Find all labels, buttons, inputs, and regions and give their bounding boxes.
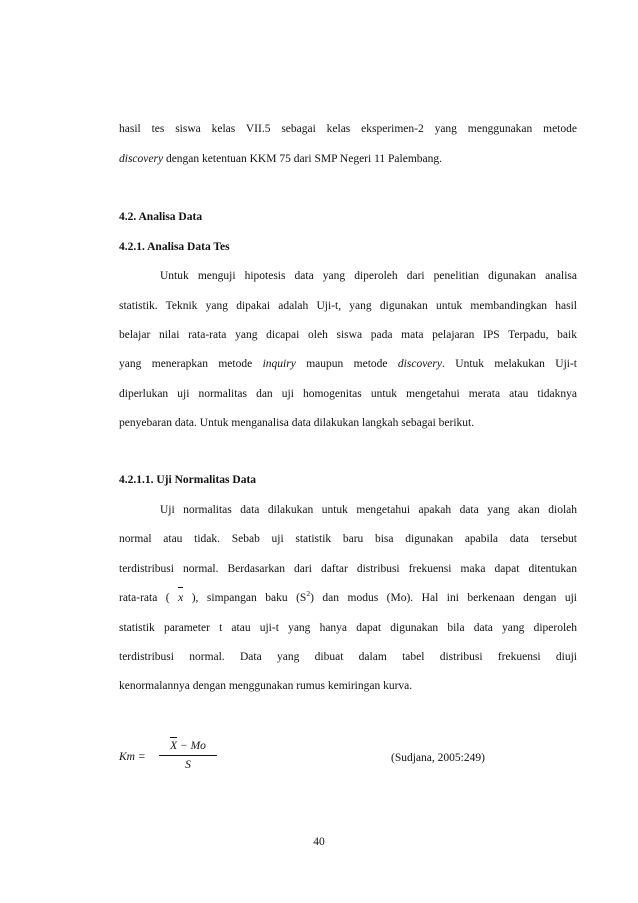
heading-uji-normalitas: 4.2.1.1. Uji Normalitas Data (119, 474, 257, 486)
normalitas-line-4-c: ) dan modus (Mo). Hal ini berkenaan dengan uji (310, 592, 577, 604)
emphasis-discovery-2: discovery (397, 358, 442, 370)
normalitas-line-7: kenormalannya dengan menggunakan rumus kemiringan kurva. (119, 680, 413, 692)
tes-line-4-a: yang menerapkan metode (119, 358, 263, 370)
formula-numerator (159, 740, 217, 752)
normalitas-line-6: terdistribusi normal. Data yang dibuat dalam tabel distribusi frekuensi diuji (119, 651, 577, 663)
emphasis-inquiry: inquiry (262, 358, 296, 370)
tes-line-2: statistik. Teknik yang dipakai adalah Uji-t, yang digunakan untuk membandingkan hasil (119, 300, 577, 312)
superscript-2: 2 (306, 589, 311, 599)
tes-line-4-c: . Untuk melakukan Uji-t (442, 358, 577, 370)
formula-numerator-rest: − Mo (177, 740, 206, 752)
heading-analisa-data: 4.2. Analisa Data (119, 211, 203, 223)
normalitas-line-1: Uji normalitas data dilakukan untuk mengetahui apakah data yang akan diolah (160, 504, 577, 516)
emphasis-discovery: discovery (119, 153, 164, 165)
normalitas-line-5: statistik parameter t atau uji-t yang hanya dapat digunakan bila data yang diperoleh (119, 622, 577, 634)
normalitas-line-4 (119, 591, 577, 605)
fraction-bar (159, 755, 217, 756)
mean-symbol: x (178, 592, 184, 604)
tes-line-5: diperlukan uji normalitas dan uji homogenitas untuk mengetahui merata atau tidaknya (119, 388, 577, 400)
tes-line-4-b: maupun metode (295, 358, 398, 370)
normalitas-line-2: normal atau tidak. Sebab uji statistik baru bisa digunakan apabila data tersebut (119, 533, 577, 545)
normalitas-line-3: terdistribusi normal. Berdasarkan dari daftar distribusi frekuensi maka dapat ditentukan (119, 563, 577, 575)
tes-line-6: penyebaran data. Untuk menganalisa data dilakukan langkah sebagai berikut. (119, 417, 475, 429)
tes-line-3: belajar nilai rata-rata yang dicapai oleh siswa pada mata pelajaran IPS Terpadu, baik (119, 329, 577, 341)
tes-line-1: Untuk menguji hipotesis data yang diperoleh dari penelitian digunakan analisa (160, 270, 577, 282)
heading-analisa-data-tes: 4.2.1. Analisa Data Tes (119, 241, 230, 253)
intro-line-2-rest: dengan ketentuan KKM 75 dari SMP Negeri 11 Palembang. (163, 153, 443, 165)
formula-denominator: S (185, 759, 191, 771)
intro-line-2 (119, 152, 577, 166)
skewness-formula (119, 740, 319, 780)
formula-lhs: Km = (119, 751, 146, 763)
tes-line-4 (119, 357, 577, 371)
formula-x-bar: X (170, 740, 178, 752)
citation: (Sudjana, 2005:249) (391, 752, 485, 764)
page-number: 40 (313, 836, 325, 848)
normalitas-line-4-a: rata-rata ( (119, 592, 179, 604)
intro-line-1: hasil tes siswa kelas VII.5 sebagai kelas eksperimen-2 yang menggunakan metode (119, 123, 577, 135)
normalitas-line-4-b: ), simpangan baku (S (183, 592, 307, 604)
